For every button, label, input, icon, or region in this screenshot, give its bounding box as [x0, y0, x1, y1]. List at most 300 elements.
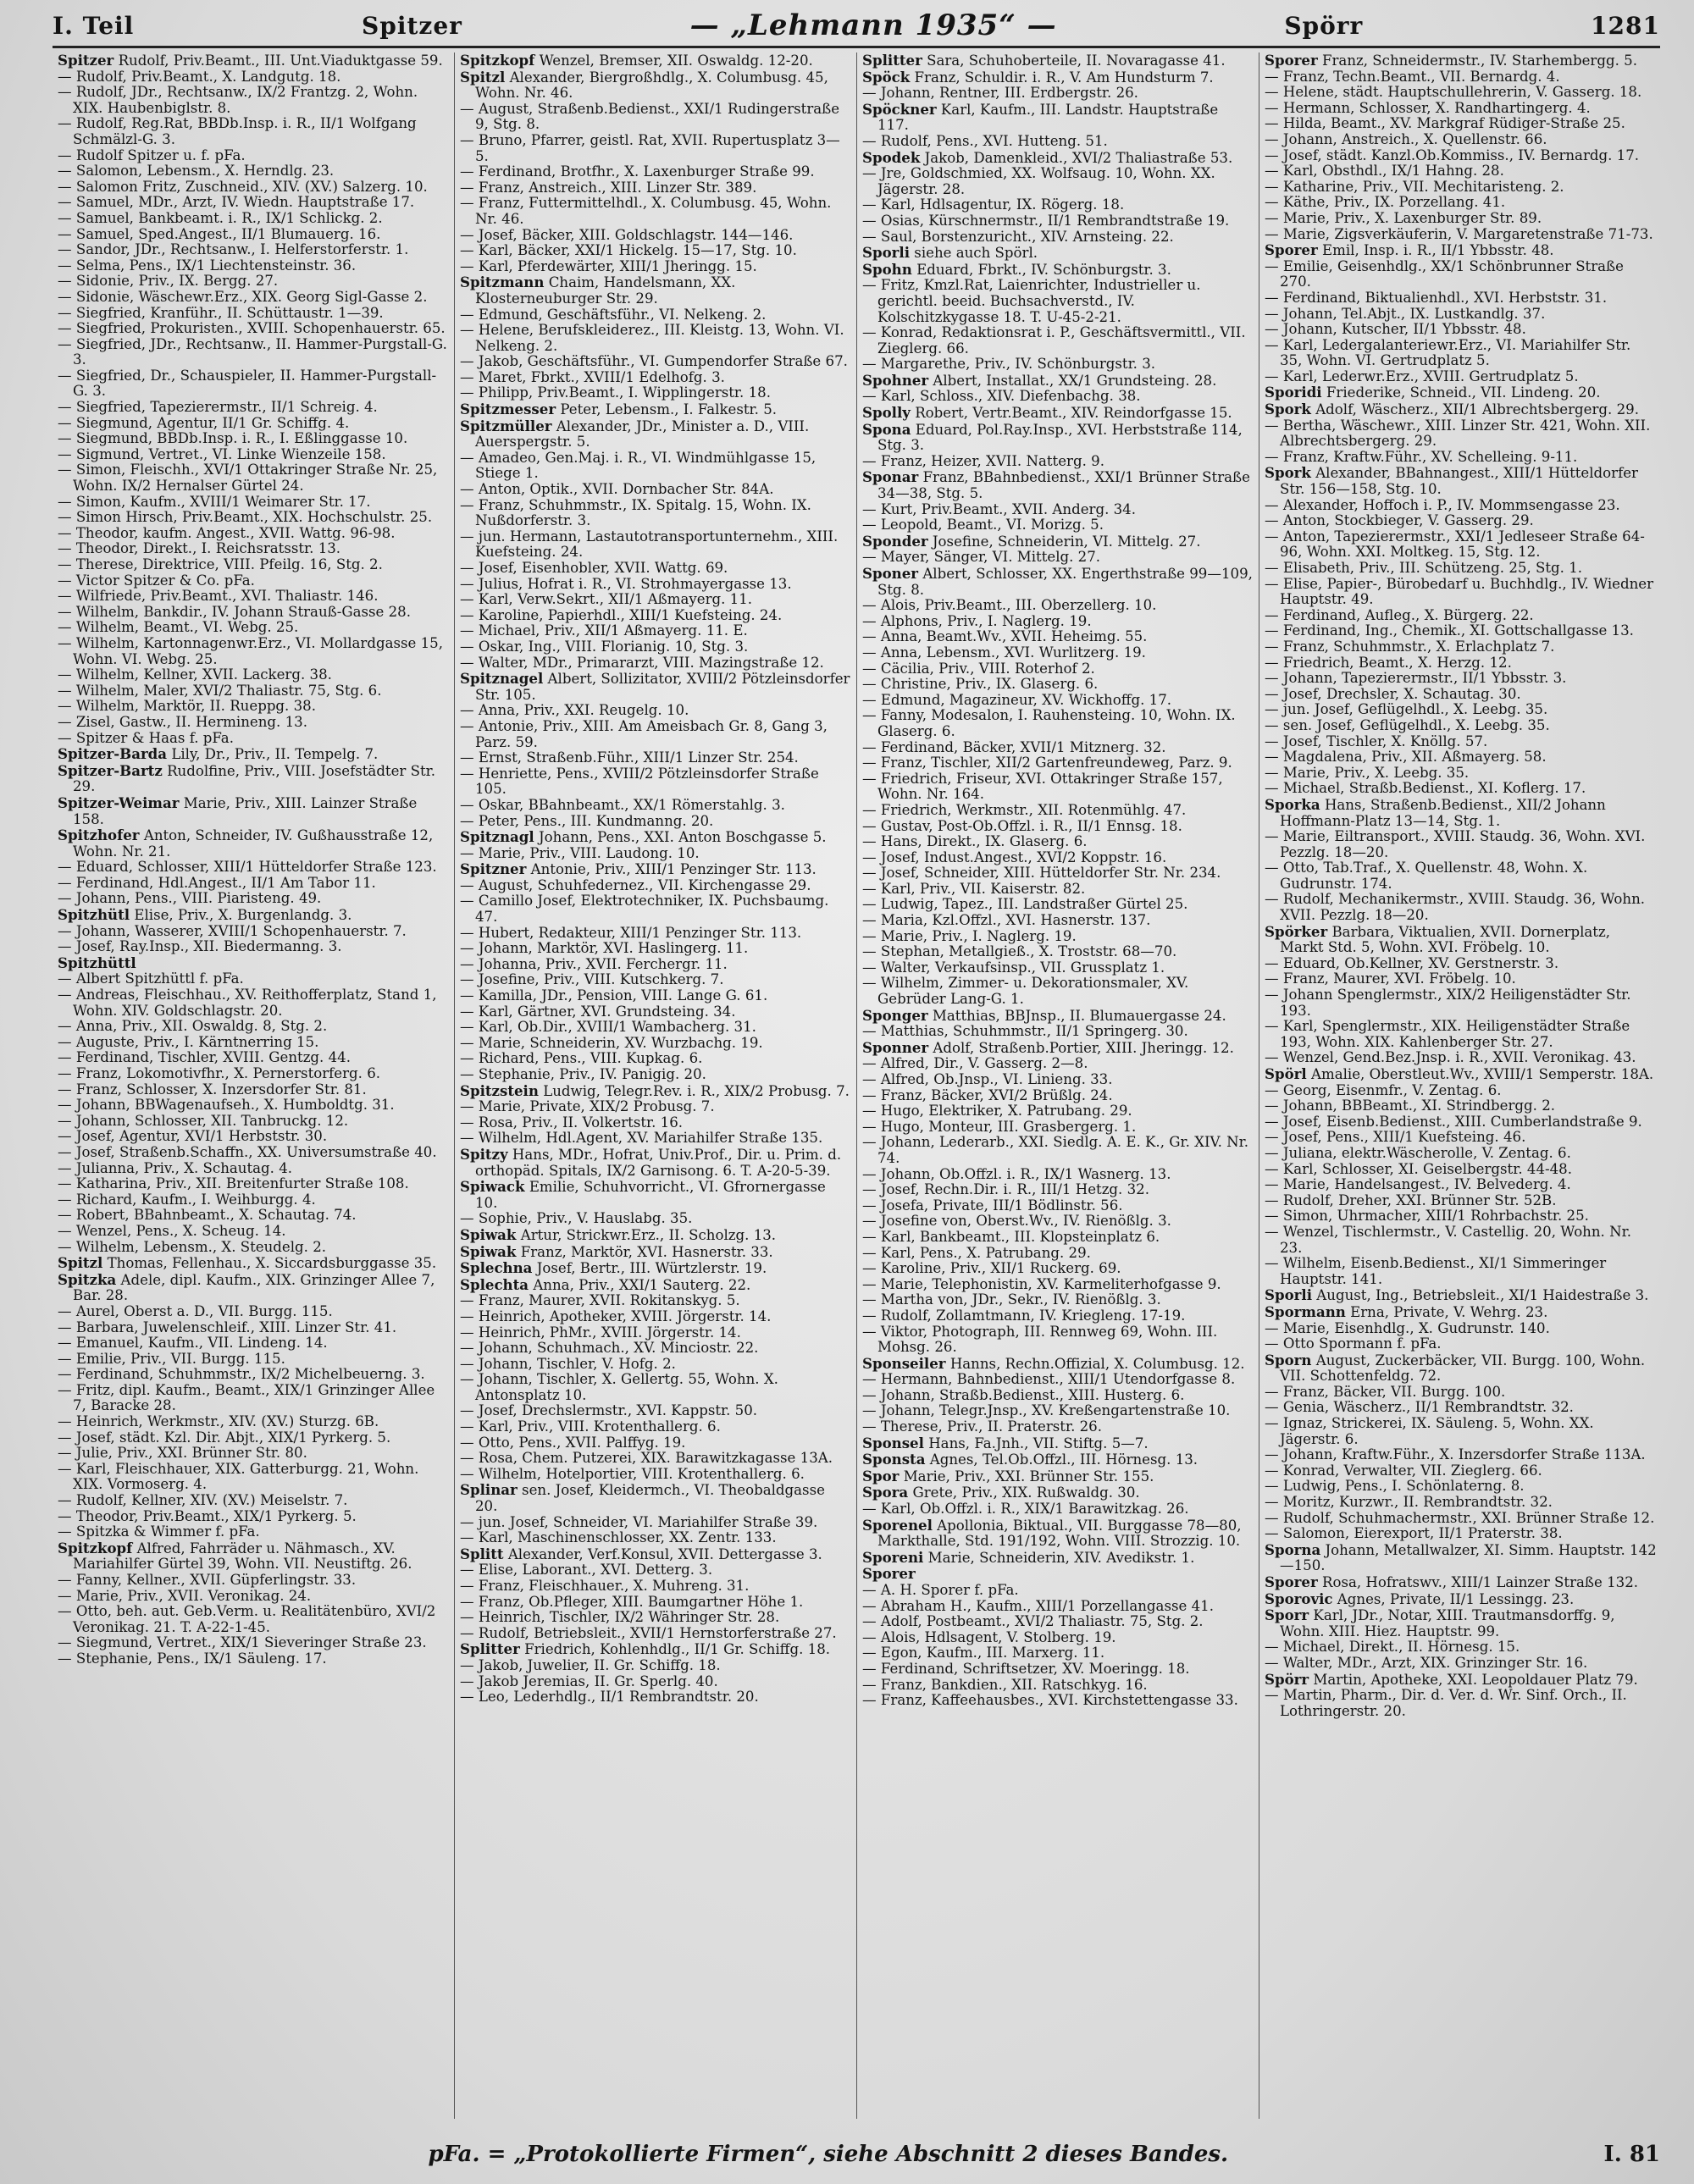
directory-entry: [1265, 148, 1657, 164]
directory-entry: [58, 1604, 449, 1635]
entry-surname: Sponsta: [862, 1451, 926, 1468]
entry-details: — Katharina, Priv., XII. Breitenfurter Straße 108.: [58, 1175, 409, 1192]
entry-surname: Sponder: [862, 532, 928, 550]
directory-entry: [58, 699, 449, 715]
entry-details: — Aurel, Oberst a. D., VII. Burgg. 115.: [58, 1302, 333, 1319]
entry-surname: Spitzka: [58, 1270, 117, 1288]
directory-entry: [1265, 1607, 1657, 1639]
entry-details: — Wilhelm, Lebensm., X. Steudelg. 2.: [58, 1238, 327, 1255]
directory-entry: [862, 1614, 1254, 1630]
directory-entry: [58, 1272, 449, 1304]
directory-entry: [1265, 1672, 1657, 1689]
entry-details: — Therese, Priv., II. Praterstr. 26.: [862, 1418, 1103, 1435]
entry-details: siehe auch Spörl.: [914, 245, 1038, 262]
directory-entry: [1265, 797, 1657, 829]
entry-details: — Simon, Uhrmacher, XIII/1 Rohrbachstr. 25.: [1265, 1208, 1589, 1225]
directory-entry: [862, 1468, 1254, 1485]
entry-details: — Josef, Indust.Angest., XVI/2 Koppstr. 16.: [862, 849, 1167, 865]
directory-entry: [58, 939, 449, 955]
entry-details: Anna, Priv., XXI/1 Sauterg. 22.: [533, 1276, 751, 1293]
entry-surname: Spohn: [862, 260, 912, 278]
entry-details: Chaim, Handelsmann, XX. Klosterneuburger Str. 29.: [475, 274, 736, 307]
directory-entry: [58, 573, 449, 589]
directory-entry: [460, 957, 851, 973]
entry-surname: Spormann: [1265, 1302, 1346, 1320]
entry-details: — Karl, Verw.Sekrt., XII/1 Aßmayerg. 11.: [460, 591, 753, 608]
entry-details: Hanns, Rechn.Offizial, X. Columbusg. 12.: [949, 1355, 1245, 1372]
directory-entry: [460, 228, 851, 244]
directory-entry: [460, 1131, 851, 1147]
entry-details: — Henriette, Pens., XVIII/2 Pötzleinsdorfer Straße 105.: [460, 765, 819, 798]
directory-entry: [1265, 956, 1657, 972]
directory-entry: [862, 389, 1254, 405]
entry-details: — Johann, BBBeamt., XI. Strindbergg. 2.: [1265, 1098, 1556, 1114]
entry-details: — Christine, Priv., IX. Glaserg. 6.: [862, 676, 1099, 693]
entry-details: — Josefine, Priv., VIII. Kutschkerg. 7.: [460, 971, 724, 988]
directory-entry: [58, 1352, 449, 1368]
entry-details: Albert, Sollizitator, XVIII/2 Pötzleinsdorfer Str. 105.: [475, 671, 850, 703]
entry-details: — Abraham H., Kaufm., XIII/1 Porzellangasse 41.: [862, 1597, 1214, 1614]
directory-entry: [1265, 1574, 1657, 1591]
entry-details: — Salomon Fritz, Zuschneid., XIV. (XV.) Salzerg. 10.: [58, 178, 428, 195]
entry-details: — Ferdinand, Schuhmmstr., IX/2 Michelbeuerng. 3.: [58, 1366, 425, 1383]
directory-entry: [460, 529, 851, 561]
directory-entry: [1265, 1208, 1657, 1225]
entry-details: — Theodor, kaufm. Angest., XVII. Wattg. 96-98.: [58, 524, 396, 541]
entry-details: — Otto, Pens., XVII. Palffyg. 19.: [460, 1434, 686, 1451]
entry-details: — Anton, Optik., XVII. Dornbacher Str. 84A.: [460, 481, 774, 498]
entry-details: Johann, Metallwalzer, XI. Simm. Hauptstr. 142—150.: [1280, 1541, 1657, 1574]
entry-details: — Johann, Anstreich., X. Quellenstr. 66.: [1265, 130, 1547, 147]
entry-details: — Juliana, elektr.Wäscherolle, V. Zentag. 6.: [1265, 1144, 1571, 1161]
entry-details: — Josef, Tischler, X. Knöllg. 57.: [1265, 733, 1488, 749]
directory-entry: [862, 1485, 1254, 1501]
entry-details: Martin, Apotheke, XXI. Leopoldauer Platz 79.: [1313, 1671, 1638, 1688]
directory-entry: [460, 1244, 851, 1261]
entry-details: — Karl, Fleischhauer, XIX. Gatterburgg. 21, Wohn. XIX. Vormoserg. 4.: [58, 1460, 419, 1493]
directory-entry: [460, 671, 851, 703]
entry-details: — Fanny, Modesalon, I. Rauhensteing. 10, Wohn. IX. Glaserg. 6.: [862, 707, 1236, 739]
entry-surname: Splinar: [460, 1481, 518, 1499]
entry-details: — Katharine, Priv., VII. Mechitaristeng. 2.: [1265, 178, 1564, 195]
entry-details: — Franz, Bäcker, XVI/2 Brüßlg. 24.: [862, 1086, 1113, 1103]
entry-surname: Sporer: [1265, 1573, 1318, 1590]
directory-entry: [58, 53, 449, 69]
entry-details: Alexander, BBahnangest., XIII/1 Hütteldorfer Str. 156—158, Stg. 10.: [1280, 465, 1638, 498]
entry-details: — Alois, Priv.Beamt., III. Oberzellerg. 10.: [862, 597, 1157, 614]
directory-entry: [58, 1524, 449, 1540]
entry-details: — Alfred, Ob.Jnsp., VI. Linieng. 33.: [862, 1071, 1113, 1087]
entry-details: — Johann Spenglermstr., XIX/2 Heiligenstädter Str. 193.: [1265, 987, 1631, 1019]
directory-entry: [58, 971, 449, 987]
directory-entry: [58, 955, 449, 972]
entry-details: Matthias, BBJnsp., II. Blumauergasse 24.: [932, 1007, 1226, 1024]
directory-entry: [1265, 1321, 1657, 1337]
directory-entry: [1265, 561, 1657, 577]
entry-details: — Albert Spitzhüttl f. pFa.: [58, 970, 244, 987]
entry-details: — Kurt, Priv.Beamt., XVII. Anderg. 34.: [862, 500, 1137, 517]
directory-entry: [460, 1435, 851, 1451]
entry-details: — Moritz, Kurzwr., II. Rembrandtstr. 32.: [1265, 1494, 1553, 1511]
entry-details: — Viktor, Photograph, III. Rennweg 69, Wohn. III. Mohsg. 26.: [862, 1323, 1218, 1356]
page-number: 1281: [1591, 11, 1660, 40]
page-footer: [53, 2134, 1660, 2175]
entry-surname: Sporeni: [862, 1548, 924, 1566]
entry-details: — Walter, MDr., Primararzt, VIII. Mazingstraße 12.: [460, 654, 824, 671]
entry-details: — Josef, Ray.Insp., XII. Biedermanng. 3.: [58, 938, 342, 955]
entry-details: — Franz, Bankdien., XII. Ratschkyg. 16.: [862, 1676, 1148, 1693]
directory-entry: [58, 907, 449, 924]
entry-details: — Robert, BBahnbeamt., X. Schautag. 74.: [58, 1207, 357, 1224]
entry-details: — Samuel, MDr., Arzt, IV. Wiedn. Hauptstraße 17.: [58, 194, 415, 211]
entry-details: — Johann, BBWagenaufseh., X. Humboldtg. 31.: [58, 1097, 395, 1114]
directory-entry: [58, 337, 449, 368]
entry-details: — Magdalena, Priv., XII. Aßmayerg. 58.: [1265, 749, 1547, 766]
entry-details: — Fritz, dipl. Kaufm., Beamt., XIX/1 Grinzinger Allee 7, Baracke 28.: [58, 1381, 435, 1414]
entry-details: — Johann, Straßb.Bedienst., XIII. Husterg. 6.: [862, 1386, 1185, 1403]
directory-entry: [862, 262, 1254, 279]
entry-details: — Josef, Eisenhobler, XVII. Wattg. 69.: [460, 560, 728, 576]
entry-details: — Adolf, Postbeamt., XVI/2 Thaliastr. 75, Stg. 2.: [862, 1613, 1204, 1630]
directory-entry: [58, 163, 449, 180]
entry-details: — Johann, Schuhmach., XV. Minciostr. 22.: [460, 1340, 759, 1357]
entry-details: — Selma, Pens., IX/1 Liechtensteinstr. 36.: [58, 257, 357, 274]
directory-entry: [862, 454, 1254, 470]
directory-entry: [58, 180, 449, 196]
entry-surname: Spöck: [862, 68, 911, 86]
directory-entry: [862, 708, 1254, 739]
entry-details: Artur, Strickwr.Erz., II. Scholzg. 13.: [520, 1226, 777, 1243]
directory-entry: [58, 1589, 449, 1605]
entry-details: — Genia, Wäscherz., II/1 Rembrandtstr. 32.: [1265, 1399, 1574, 1416]
directory-entry: [58, 715, 449, 731]
directory-entry: [862, 865, 1254, 882]
publication-title: — „Lehmann 1935“ —: [689, 8, 1057, 42]
entry-details: — Johann, Kraftw.Führ., X. Inzersdorfer Straße 113A.: [1265, 1446, 1646, 1463]
directory-entry: [58, 1192, 449, 1208]
directory-entry: [862, 1182, 1254, 1198]
entry-details: — Wenzel, Pens., X. Scheug. 14.: [58, 1222, 286, 1239]
entry-details: Franz, Schuldir. i. R., V. Am Hundsturm 7.: [914, 69, 1214, 86]
entry-details: — Siegfried, Prokuristen., XVIII. Schopenhauerstr. 65.: [58, 320, 446, 337]
entry-details: Ludwig, Telegr.Rev. i. R., XIX/2 Probusg. 7.: [543, 1082, 850, 1099]
directory-entry: [58, 1129, 449, 1145]
entry-details: — Rudolf, Betriebsleit., XVII/1 Hernstorferstraße 27.: [460, 1624, 837, 1641]
last-entry-name: Spörr: [1284, 11, 1364, 40]
directory-entry: [58, 589, 449, 605]
directory-entry: [1265, 1688, 1657, 1719]
directory-entry: [862, 1693, 1254, 1709]
entry-details: — sen. Josef, Geflügelhdl., X. Leebg. 35.: [1265, 716, 1550, 733]
entry-details: — Theodor, Direkt., I. Reichsratsstr. 13.: [58, 540, 341, 557]
entry-details: — Johann, Tel.Abjt., IX. Lustkandlg. 37.: [1265, 305, 1546, 322]
directory-entry: [862, 693, 1254, 709]
entry-details: — Johann, Tischler, V. Hofg. 2.: [460, 1355, 676, 1372]
entry-details: — Karl, Spenglermstr., XIX. Heiligenstädter Straße 193, Wohn. XIX. Kahlenberger Str. 27.: [1265, 1018, 1630, 1050]
directory-entry: [862, 1103, 1254, 1120]
directory-entry: [460, 1546, 851, 1563]
directory-entry: [862, 1435, 1254, 1452]
entry-details: — Hermann, Schlosser, X. Randhartingerg. 4.: [1265, 99, 1591, 116]
directory-entry: [58, 731, 449, 747]
entry-details: — Michael, Straßb.Bedienst., XI. Koflerg. 17.: [1265, 780, 1586, 797]
entry-details: — Marie, Private, XIX/2 Probusg. 7.: [460, 1098, 715, 1115]
directory-entry: [58, 1240, 449, 1256]
entry-details: — Konrad, Redaktionsrat i. P., Geschäftsvermittl., VII. Zieglerg. 66.: [862, 324, 1246, 357]
entry-details: Lily, Dr., Priv., II. Tempelg. 7.: [171, 746, 379, 763]
entry-details: — Samuel, Sped.Angest., II/1 Blumauerg. 16.: [58, 225, 381, 242]
entry-details: — Johann, Rentner, III. Erdbergstr. 26.: [862, 85, 1138, 102]
directory-entry: [1265, 1591, 1657, 1608]
directory-entry: [58, 258, 449, 274]
entry-details: — Anna, Priv., XII. Oswaldg. 8, Stg. 2.: [58, 1018, 328, 1035]
entry-details: — Stephanie, Pens., IX/1 Säuleng. 17.: [58, 1650, 327, 1667]
entry-details: — Wilhelm, Kellner, XVII. Lackerg. 38.: [58, 666, 332, 683]
directory-entry: [862, 245, 1254, 262]
directory-entry: [1265, 227, 1657, 243]
directory-entry: [58, 1082, 449, 1098]
entry-details: — Johann, Tapezierermstr., II/1 Ybbsstr. 3.: [1265, 670, 1567, 687]
directory-entry: [460, 766, 851, 798]
directory-entry: [460, 608, 851, 624]
entry-details: — Josef, Eisenb.Bedienst., XIII. Cumberlandstraße 9.: [1265, 1113, 1642, 1130]
entry-surname: Spiwak: [460, 1242, 517, 1260]
directory-entry: [58, 400, 449, 416]
directory-entry: [1265, 529, 1657, 561]
entry-details: Agnes, Private, II/1 Lessingg. 23.: [1337, 1590, 1575, 1607]
directory-entry: [1265, 1511, 1657, 1527]
entry-details: — Heinrich, Werkmstr., XIV. (XV.) Sturzg. 6B.: [58, 1413, 379, 1430]
directory-entry: [58, 1446, 449, 1462]
entry-details: — Karl, Ledergalanteriewr.Erz., VI. Mariahilfer Str. 35, Wohn. VI. Gertrudplatz 5.: [1265, 336, 1631, 369]
entry-details: — Leopold, Beamt., VI. Morizg. 5.: [862, 517, 1104, 534]
directory-entry: [58, 1255, 449, 1272]
directory-entry: [1265, 322, 1657, 338]
directory-entry: [1265, 242, 1657, 259]
entry-details: — Jakob, Geschäftsführ., VI. Gumpendorfer Straße 67.: [460, 353, 848, 370]
entry-details: Grete, Priv., XIX. Rußwaldg. 30.: [912, 1485, 1140, 1501]
entry-details: Alexander, JDr., Minister a. D., VIII. Auerspergstr. 5.: [475, 417, 810, 451]
directory-entry: [58, 69, 449, 86]
entry-details: — Simon, Fleischh., XVI/1 Ottakringer Straße Nr. 25, Wohn. IX/2 Hernalser Gürtel 24.: [58, 462, 438, 495]
directory-entry: [58, 1335, 449, 1352]
directory-entry: [1265, 211, 1657, 227]
entry-surname: Spitzmesser: [460, 401, 556, 418]
entry-details: — Josef, Drechsler, X. Schautag. 30.: [1265, 685, 1521, 702]
entry-details: Eduard, Pol.Ray.Insp., XVI. Herbststraße 114, Stg. 3.: [877, 421, 1243, 454]
entry-surname: Spitzer-Weimar: [58, 793, 180, 811]
directory-entry: [1265, 1352, 1657, 1385]
directory-entry: [1265, 1050, 1657, 1066]
entry-details: Karl, Kaufm., III. Landstr. Hauptstraße 117.: [877, 101, 1219, 134]
directory-entry: [58, 274, 449, 290]
entry-details: — Alfred, Dir., V. Gasserg. 2—8.: [862, 1055, 1088, 1072]
directory-entry: [1265, 671, 1657, 687]
directory-entry: [460, 926, 851, 942]
directory-entry: [58, 1176, 449, 1192]
entry-details: — Franz, Schuhmmstr., X. Erlachplatz 7.: [1265, 638, 1555, 655]
entry-details: — Stephan, Metallgieß., X. Troststr. 68—70.: [862, 943, 1177, 960]
entry-surname: Sporer: [1265, 53, 1318, 69]
entry-details: — Helene, Berufskleiderez., III. Kleistg. 13, Wohn. VI. Nelkeng. 2.: [460, 322, 844, 354]
entry-surname: Spiwak: [460, 1225, 517, 1243]
directory-entry: [1265, 1256, 1657, 1287]
entry-details: — Peter, Pens., III. Kundmanng. 20.: [460, 812, 714, 829]
directory-entry: [460, 1277, 851, 1294]
entry-details: — Emilie, Geisenhdlg., XX/1 Schönbrunner Straße 270.: [1265, 257, 1624, 290]
directory-entry: [460, 1641, 851, 1658]
entry-details: — Friedrich, Beamt., X. Herzg. 12.: [1265, 654, 1512, 671]
entry-details: Franz, BBahnbedienst., XXI/1 Brünner Straße 34—38, Stg. 5.: [877, 469, 1250, 502]
entry-details: — Karoline, Papierhdl., XIII/1 Kuefsteing. 24.: [460, 606, 783, 623]
entry-details: — Jakob, Juwelier, II. Gr. Schiffg. 18.: [460, 1656, 721, 1673]
entry-details: — Amadeo, Gen.Maj. i. R., VI. Windmühlgasse 15, Stiege 1.: [460, 449, 817, 482]
entry-details: Hans, Fa.Jnh., VII. Stiftg. 5—7.: [928, 1435, 1149, 1451]
entry-details: — Josef, Bäcker, XIII. Goldschlagstr. 144—146.: [460, 226, 794, 243]
entry-surname: Spörr: [1265, 1670, 1309, 1688]
entry-details: — Martin, Pharm., Dir. d. Ver. d. Wr. Sinf. Orch., II. Lothringerstr. 20.: [1265, 1687, 1627, 1719]
entry-details: — Sophie, Priv., V. Hauslabg. 35.: [460, 1210, 693, 1227]
entry-details: Friederike, Schneid., VII. Lindeng. 20.: [1326, 384, 1601, 401]
entry-details: — Karl, Pens., X. Patrubang. 29.: [862, 1244, 1091, 1261]
entry-surname: Spohner: [862, 371, 929, 389]
entry-details: — Siegmund, Vertret., XIX/1 Sieveringer Straße 23.: [58, 1634, 427, 1651]
directory-entry: [58, 1098, 449, 1114]
directory-entry: [1265, 384, 1657, 401]
directory-entry: [1265, 369, 1657, 385]
directory-entry: [58, 860, 449, 876]
directory-entry: [58, 541, 449, 557]
entry-details: — Friedrich, Werkmstr., XII. Rotenmühlg. 47.: [862, 801, 1187, 818]
entry-details: — Anna, Priv., XXI. Reugelg. 10.: [460, 702, 689, 719]
directory-entry: [862, 740, 1254, 756]
directory-entry: [58, 1161, 449, 1177]
directory-entry: [58, 827, 449, 860]
entry-details: Thomas, Fellenhau., X. Siccardsburggasse 35.: [107, 1255, 437, 1272]
directory-entry: [862, 1246, 1254, 1262]
directory-entry: [58, 526, 449, 542]
entry-details: — Heinrich, PhMr., XVIII. Jörgerstr. 14.: [460, 1324, 741, 1341]
directory-entry: [1265, 718, 1657, 734]
entry-details: — Franz, Techn.Beamt., VII. Bernardg. 4.: [1265, 68, 1560, 85]
directory-entry: [58, 1414, 449, 1430]
directory-entry: [1265, 307, 1657, 323]
entry-details: — Salomon, Lebensm., X. Herndlg. 23.: [58, 163, 335, 180]
entry-details: — Michael, Direkt., II. Hörnesg. 15.: [1265, 1639, 1520, 1656]
directory-entry: [58, 148, 449, 164]
entry-details: — Edmund, Geschäftsführ., VI. Nelkeng. 2.: [460, 306, 767, 323]
directory-entry: [1265, 1542, 1657, 1574]
entry-details: — Egon, Kaufm., III. Marxerg. 11.: [862, 1645, 1105, 1661]
directory-entry: [1265, 85, 1657, 101]
directory-entry: [58, 116, 449, 147]
entry-details: — Victor Spitzer & Co. pFa.: [58, 572, 255, 589]
entry-details: — Samuel, Bankbeamt. i. R., IX/1 Schlickg. 2.: [58, 209, 383, 226]
directory-entry: [1265, 1162, 1657, 1178]
directory-entry: [58, 1019, 449, 1035]
directory-entry: [862, 1661, 1254, 1678]
directory-entry: [862, 373, 1254, 390]
entry-details: — Zisel, Gastw., II. Hermineng. 13.: [58, 713, 307, 730]
directory-entry: [58, 85, 449, 116]
directory-entry: [1265, 639, 1657, 655]
entry-details: — Karl, Gärtner, XVI. Grundsteing. 34.: [460, 1003, 736, 1020]
directory-entry: [460, 1658, 851, 1674]
directory-entry: [460, 1067, 851, 1083]
entry-surname: Spitzhütl: [58, 906, 130, 924]
directory-entry: [862, 944, 1254, 960]
entry-surname: Sponar: [862, 468, 919, 486]
directory-entry: [58, 795, 449, 827]
directory-entry: [862, 197, 1254, 213]
entry-details: August, Ing., Betriebsleit., XI/1 Haidestraße 3.: [1316, 1287, 1649, 1304]
entry-details: — Karl, Priv., VIII. Krotenthallerg. 6.: [460, 1418, 721, 1435]
directory-entry: [1265, 623, 1657, 639]
entry-details: — Antonie, Priv., XIII. Am Ameisbach Gr. 8, Gang 3, Parz. 59.: [460, 717, 828, 750]
entry-details: — Wilhelm, Bankdir., IV. Johann Strauß-Gasse 28.: [58, 603, 411, 620]
entry-details: Peter, Lebensm., I. Falkestr. 5.: [560, 401, 778, 418]
entry-details: Friedrich, Kohlenhdlg., II/1 Gr. Schiffg. 18.: [524, 1641, 831, 1658]
directory-entry: [862, 229, 1254, 246]
directory-entry: [1265, 1479, 1657, 1495]
directory-entry: [460, 1482, 851, 1514]
entry-details: — Johann, Pens., VIII. Piaristeng. 49.: [58, 890, 322, 907]
entry-details: — Franz, Tischler, XII/2 Gartenfreundeweg, Parz. 9.: [862, 755, 1232, 771]
directory-entry: [1265, 498, 1657, 514]
entry-details: — Siegfried, JDr., Rechtsanw., II. Hammer-Purgstall-G. 3.: [58, 335, 447, 368]
entry-surname: Spitzmüller: [460, 417, 552, 434]
entry-details: — Rudolf, Dreher, XXI. Brünner Str. 52B.: [1265, 1192, 1557, 1208]
directory-entry: [862, 1645, 1254, 1661]
directory-entry: [862, 645, 1254, 661]
entry-details: — Marie, Eisenhdlg., X. Gudrunstr. 140.: [1265, 1319, 1550, 1336]
entry-details: — Ludwig, Pens., I. Schönlaterng. 8.: [1265, 1478, 1525, 1495]
entry-details: — Barbara, Juwelenschleif., XIII. Linzer Str. 41.: [58, 1319, 397, 1335]
directory-entry: [862, 534, 1254, 550]
entry-details: Amalie, Oberstleut.Wv., XVIII/1 Semperstr. 18A.: [1310, 1066, 1654, 1082]
entry-surname: Spitzhüttl: [58, 954, 136, 971]
entry-details: — Wilhelm, Marktör, II. Rueppg. 38.: [58, 698, 316, 715]
directory-entry: [1265, 1146, 1657, 1162]
entry-details: — Edmund, Magazineur, XV. Wickhoffg. 17.: [862, 691, 1172, 708]
directory-entry: [58, 1066, 449, 1082]
directory-entry: [1265, 1447, 1657, 1463]
entry-details: — Marie, Priv., I. Naglerg. 19.: [862, 927, 1077, 944]
directory-entry: [862, 405, 1254, 422]
directory-entry: [862, 819, 1254, 835]
entry-details: — Karl, Bäcker, XXI/1 Hickelg. 15—17, Stg. 10.: [460, 242, 797, 259]
entry-details: — Philipp, Priv.Beamt., I. Wipplingerstr. 18.: [460, 384, 771, 401]
directory-entry: [862, 53, 1254, 69]
directory-entry: [1265, 749, 1657, 766]
directory-entry: [862, 1040, 1254, 1057]
entry-details: — Karl, Schloss., XIV. Diefenbachg. 38.: [862, 388, 1141, 405]
directory-entry: [460, 133, 851, 164]
directory-entry: [460, 639, 851, 655]
directory-entry: [1265, 1083, 1657, 1099]
directory-entry: [460, 1004, 851, 1020]
entry-details: — Rosa, Priv., II. Volkertstr. 16.: [460, 1114, 684, 1131]
directory-entry: [1265, 1385, 1657, 1401]
entry-details: Emil, Insp. i. R., II/1 Ybbsstr. 48.: [1321, 242, 1554, 259]
directory-entry: [1265, 195, 1657, 211]
directory-entry: [862, 755, 1254, 771]
entry-details: — Fritz, Kmzl.Rat, Laienrichter, Industrieller u. gerichtl. beeid. Buchsachverstd., IV. Kolschitzkygasse 18. T. U-45-2-21.: [862, 277, 1201, 325]
entry-details: — Elise, Papier-, Bürobedarf u. Buchhdlg., IV. Wiedner Hauptstr. 49.: [1265, 575, 1654, 608]
directory-entry: [58, 987, 449, 1019]
entry-details: — Josef, Pens., XIII/1 Kuefsteing. 46.: [1265, 1129, 1526, 1146]
directory-entry: [862, 897, 1254, 913]
